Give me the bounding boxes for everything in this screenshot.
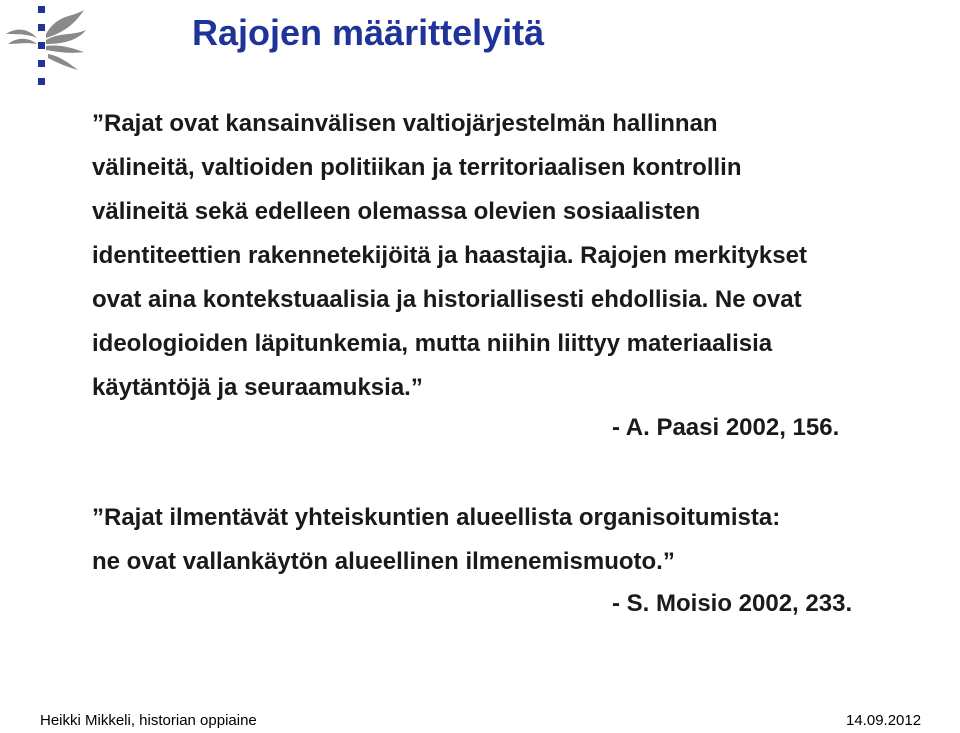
flame-torch-logo-icon — [4, 4, 88, 86]
paasi-attribution: - A. Paasi 2002, 156. — [612, 414, 840, 441]
footer-author: Heikki Mikkeli, historian oppiaine — [40, 712, 257, 729]
quote-line: identiteettien rakennetekijöitä ja haastajia. Rajojen merkitykset — [92, 242, 807, 269]
quote-line: ideologioiden läpitunkemia, mutta niihin liittyy materiaalisia — [92, 330, 773, 357]
quote-line: käytäntöjä ja seuraamuksia.” — [92, 374, 423, 401]
moisio-quote — [92, 496, 952, 584]
quote-line: välineitä sekä edelleen olemassa olevien sosiaalisten — [92, 198, 701, 225]
moisio-attribution: - S. Moisio 2002, 233. — [612, 590, 853, 617]
quote-line: välineitä, valtioiden politiikan ja territoriaalisen kontrollin — [92, 154, 742, 181]
paasi-quote — [92, 102, 952, 410]
footer-date: 14.09.2012 — [846, 712, 922, 729]
quote-line: ovat aina kontekstuaalisia ja historiallisesti ehdollisia. Ne ovat — [92, 286, 802, 313]
quote-line: ne ovat vallankäytön alueellinen ilmenemismuoto.” — [92, 548, 675, 575]
quote-line: ”Rajat ovat kansainvälisen valtiojärjestelmän hallinnan — [92, 110, 718, 137]
quote-line: ”Rajat ilmentävät yhteiskuntien alueellista organisoitumista: — [92, 504, 781, 531]
slide-title: Rajojen määrittelyitä — [192, 12, 545, 53]
